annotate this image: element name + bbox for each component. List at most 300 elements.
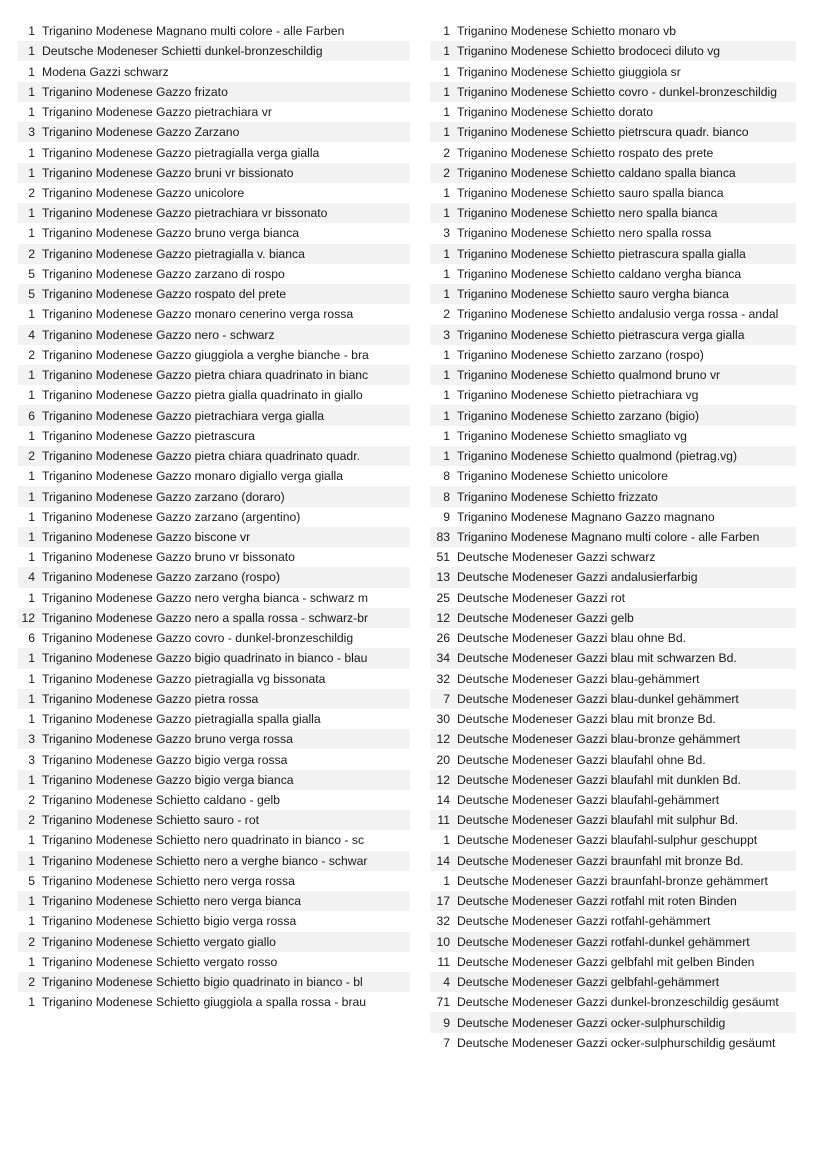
breed-name-cell: Triganino Modenese Schietto pietrscura quadr. bianco [457,125,749,140]
table-row [18,102,410,122]
quantity-cell: 83 [436,529,450,544]
table-row [18,61,410,81]
quantity-cell: 12 [436,610,450,625]
table-row [430,830,796,850]
breed-name-cell: Triganino Modenese Gazzo pietragialla v. bianca [42,246,305,261]
table-row [430,608,796,628]
quantity-cell: 2 [28,347,35,362]
breed-name-cell: Deutsche Modeneser Gazzi ocker-sulphurschildig gesäumt [457,1035,776,1050]
quantity-cell: 2 [28,185,35,200]
table-row [18,325,410,345]
table-row [18,952,410,972]
quantity-cell: 11 [437,954,450,969]
breed-name-cell: Triganino Modenese Schietto caldano vergha bianca [457,266,742,281]
quantity-cell: 8 [443,489,450,504]
breed-name-cell: Triganino Modenese Gazzo frizato [42,84,228,99]
quantity-cell: 1 [28,469,35,484]
breed-name-cell: Triganino Modenese Gazzo zarzano di rospo [42,266,285,281]
quantity-cell: 2 [28,975,35,990]
quantity-cell: 7 [443,691,450,706]
quantity-cell: 14 [436,853,450,868]
quantity-cell: 1 [443,368,450,383]
breed-name-cell: Triganino Modenese Schietto zarzano (rospo) [457,347,704,362]
breed-name-cell: Triganino Modenese Gazzo nero - schwarz [42,327,275,342]
quantity-cell: 4 [443,975,450,990]
quantity-cell: 25 [436,590,450,605]
breed-name-cell: Triganino Modenese Magnano multi colore - alle Farben [42,24,345,39]
table-row [18,21,410,41]
breed-name-cell: Triganino Modenese Schietto rospato des prete [457,145,714,160]
breed-name-cell: Triganino Modenese Schietto nero verga bianca [42,894,302,909]
table-row [430,203,796,223]
table-row [430,992,796,1012]
breed-name-cell: Triganino Modenese Gazzo zarzano (doraro) [42,489,285,504]
breed-name-cell: Triganino Modenese Gazzo giuggiola a verghe bianche - bra [42,347,369,362]
table-row [430,810,796,830]
table-row [18,648,410,668]
quantity-cell: 11 [437,813,450,828]
quantity-cell: 51 [436,550,450,565]
breed-name-cell: Deutsche Modeneser Gazzi gelb [457,610,634,625]
table-row [430,851,796,871]
quantity-cell: 3 [443,327,450,342]
quantity-cell: 5 [28,266,35,281]
table-row [430,61,796,81]
quantity-cell: 4 [28,570,35,585]
quantity-cell: 20 [436,752,450,767]
table-row [18,729,410,749]
breed-name-cell: Triganino Modenese Gazzo biscone vr [42,529,251,544]
quantity-cell: 1 [28,105,35,120]
table-row [430,507,796,527]
table-row [18,486,410,506]
breed-name-cell: Deutsche Modeneser Gazzi blaufahl ohne Bd. [457,752,706,767]
quantity-cell: 12 [436,732,450,747]
breed-name-cell: Triganino Modenese Gazzo pietragialla vg bissonata [42,671,326,686]
table-row [18,122,410,142]
breed-name-cell: Triganino Modenese Gazzo bigio verga rossa [42,752,288,767]
quantity-cell: 2 [443,307,450,322]
breed-name-cell: Deutsche Modeneser Gazzi andalusierfarbig [457,570,698,585]
table-row [18,304,410,324]
right-column [430,21,796,1053]
table-row [430,21,796,41]
quantity-cell: 1 [28,206,35,221]
table-row [18,264,410,284]
breed-name-cell: Triganino Modenese Schietto vergato giallo [42,934,276,949]
quantity-cell: 12 [436,772,450,787]
quantity-cell: 8 [443,469,450,484]
quantity-cell: 2 [443,165,450,180]
breed-name-cell: Triganino Modenese Gazzo pietra gialla quadrinato in giallo [42,388,363,403]
breed-name-cell: Deutsche Modeneser Gazzi gelbfahl-gehämmert [457,975,720,990]
breed-name-cell: Triganino Modenese Schietto bigio quadrinato in bianco - bl [42,975,363,990]
breed-name-cell: Deutsche Modeneser Gazzi blau mit schwarzen Bd. [457,651,737,666]
quantity-cell: 4 [28,327,35,342]
quantity-cell: 1 [28,833,35,848]
table-row [18,365,410,385]
table-row [18,628,410,648]
breed-name-cell: Triganino Modenese Gazzo pietrachiara vr bissonato [42,206,328,221]
quantity-cell: 1 [443,84,450,99]
breed-name-cell: Triganino Modenese Schietto nero verga rossa [42,873,295,888]
quantity-cell: 3 [28,732,35,747]
quantity-cell: 1 [443,125,450,140]
table-row [18,830,410,850]
breed-name-cell: Deutsche Modeneser Gazzi ocker-sulphurschildig [457,1015,726,1030]
quantity-cell: 3 [28,752,35,767]
quantity-cell: 1 [28,84,35,99]
table-row [18,689,410,709]
table-row [430,527,796,547]
breed-name-cell: Triganino Modenese Schietto unicolore [457,469,668,484]
breed-name-cell: Triganino Modenese Schietto covro - dunkel-bronzeschildig [457,84,777,99]
breed-name-cell: Triganino Modenese Schietto monaro vb [457,24,677,39]
table-row [430,122,796,142]
breed-name-cell: Triganino Modenese Schietto andalusio verga rossa - andal [457,307,779,322]
quantity-cell: 13 [436,570,450,585]
quantity-cell: 1 [443,408,450,423]
quantity-cell: 9 [443,509,450,524]
table-row [18,345,410,365]
quantity-cell: 2 [28,793,35,808]
table-row [18,385,410,405]
table-row [18,770,410,790]
quantity-cell: 1 [28,671,35,686]
table-row [430,486,796,506]
table-row [430,648,796,668]
quantity-cell: 1 [28,550,35,565]
breed-name-cell: Triganino Modenese Schietto pietrascura spalla gialla [457,246,746,261]
quantity-cell: 10 [436,934,450,949]
quantity-cell: 1 [28,388,35,403]
quantity-cell: 1 [28,529,35,544]
quantity-cell: 1 [28,428,35,443]
breed-name-cell: Triganino Modenese Gazzo pietragialla verga gialla [42,145,320,160]
breed-name-cell: Triganino Modenese Schietto brodoceci diluto vg [457,44,721,59]
quantity-cell: 1 [443,449,450,464]
breed-name-cell: Deutsche Modeneser Gazzi gelbfahl mit gelben Binden [457,954,755,969]
table-row [18,547,410,567]
table-row [18,41,410,61]
table-row [430,244,796,264]
breed-name-cell: Triganino Modenese Schietto pietrachiara vg [457,388,699,403]
breed-name-cell: Triganino Modenese Gazzo pietrachiara verga gialla [42,408,325,423]
table-row [18,972,410,992]
breed-name-cell: Deutsche Modeneser Gazzi rotfahl-gehämmert [457,914,711,929]
quantity-cell: 3 [28,125,35,140]
breed-name-cell: Deutsche Modeneser Gazzi schwarz [457,550,656,565]
breed-name-cell: Deutsche Modeneser Gazzi blau mit bronze Bd. [457,712,716,727]
quantity-cell: 71 [436,995,450,1010]
table-row [430,264,796,284]
breed-name-cell: Triganino Modenese Gazzo rospato del prete [42,287,287,302]
table-row [18,891,410,911]
table-row [430,426,796,446]
breed-name-cell: Deutsche Modeneser Gazzi blau-dunkel gehämmert [457,691,739,706]
quantity-cell: 26 [436,631,450,646]
table-row [18,446,410,466]
breed-name-cell: Triganino Modenese Gazzo bruni vr bissionato [42,165,294,180]
breed-name-cell: Modena Gazzi schwarz [42,64,169,79]
quantity-cell: 1 [443,388,450,403]
quantity-cell: 1 [28,914,35,929]
table-row [430,567,796,587]
quantity-cell: 34 [436,651,450,666]
table-row [430,911,796,931]
quantity-cell: 1 [28,509,35,524]
quantity-cell: 1 [28,651,35,666]
quantity-cell: 1 [28,954,35,969]
breed-name-cell: Triganino Modenese Gazzo bigio verga bianca [42,772,294,787]
breed-name-cell: Triganino Modenese Schietto sauro - rot [42,813,260,828]
table-row [18,507,410,527]
quantity-cell: 5 [28,873,35,888]
breed-name-cell: Triganino Modenese Schietto bigio verga rossa [42,914,297,929]
table-row [18,709,410,729]
table-row [18,527,410,547]
breed-name-cell: Triganino Modenese Gazzo pietrascura [42,428,255,443]
quantity-cell: 1 [443,44,450,59]
breed-name-cell: Deutsche Modeneser Gazzi braunfahl-bronze gehämmert [457,873,768,888]
table-row [18,466,410,486]
quantity-cell: 3 [443,226,450,241]
breed-name-cell: Triganino Modenese Schietto smagliato vg [457,428,687,443]
table-row [430,689,796,709]
breed-name-cell: Triganino Modenese Gazzo monaro digiallo verga gialla [42,469,344,484]
table-row [430,669,796,689]
table-row [430,588,796,608]
breed-name-cell: Triganino Modenese Schietto dorato [457,105,654,120]
quantity-cell: 1 [28,590,35,605]
quantity-cell: 1 [28,853,35,868]
table-row [18,749,410,769]
breed-name-cell: Triganino Modenese Magnano Gazzo magnano [457,509,715,524]
table-row [430,1012,796,1032]
table-row [430,547,796,567]
table-row [430,446,796,466]
table-row [430,972,796,992]
quantity-cell: 1 [28,691,35,706]
table-row [430,102,796,122]
table-row [18,183,410,203]
breed-name-cell: Triganino Modenese Gazzo nero vergha bianca - schwarz m [42,590,369,605]
table-row [18,588,410,608]
table-row [430,932,796,952]
table-row [18,790,410,810]
breed-name-cell: Deutsche Modeneser Gazzi blaufahl-gehämmert [457,793,720,808]
quantity-cell: 12 [21,610,35,625]
table-row [18,669,410,689]
quantity-cell: 32 [436,671,450,686]
table-row [430,628,796,648]
table-row [430,304,796,324]
quantity-cell: 1 [28,995,35,1010]
quantity-cell: 1 [28,24,35,39]
breed-name-cell: Triganino Modenese Gazzo monaro cenerino verga rossa [42,307,354,322]
breed-name-cell: Triganino Modenese Schietto frizzato [457,489,658,504]
table-row [430,41,796,61]
table-row [18,223,410,243]
quantity-cell: 1 [28,165,35,180]
quantity-cell: 1 [28,64,35,79]
breed-name-cell: Triganino Modenese Schietto qualmond bruno vr [457,368,721,383]
breed-name-cell: Triganino Modenese Schietto caldano spalla bianca [457,165,736,180]
table-row [18,284,410,304]
table-row [18,608,410,628]
quantity-cell: 1 [443,206,450,221]
quantity-cell: 2 [28,246,35,261]
breed-name-cell: Triganino Modenese Gazzo Zarzano [42,125,240,140]
table-row [430,871,796,891]
breed-name-cell: Deutsche Modeneser Gazzi blaufahl mit sulphur Bd. [457,813,739,828]
breed-name-cell: Triganino Modenese Gazzo bruno verga bianca [42,226,299,241]
table-row [18,426,410,446]
quantity-cell: 30 [436,712,450,727]
quantity-cell: 9 [443,1015,450,1030]
table-row [18,932,410,952]
breed-name-cell: Deutsche Modeneser Gazzi braunfahl mit bronze Bd. [457,853,744,868]
breed-name-cell: Triganino Modenese Gazzo pietragialla spalla gialla [42,712,321,727]
breed-name-cell: Deutsche Modeneser Gazzi blaufahl-sulphur geschuppt [457,833,758,848]
quantity-cell: 7 [443,1035,450,1050]
breed-name-cell: Deutsche Modeneser Gazzi rot [457,590,625,605]
breed-name-cell: Triganino Modenese Schietto zarzano (bigio) [457,408,700,423]
table-row [430,325,796,345]
breed-name-cell: Triganino Modenese Schietto vergato rosso [42,954,278,969]
breed-name-cell: Triganino Modenese Gazzo pietra chiara quadrinato quadr. [42,449,360,464]
table-row [18,871,410,891]
quantity-cell: 2 [28,813,35,828]
table-row [430,385,796,405]
quantity-cell: 1 [28,712,35,727]
breed-name-cell: Triganino Modenese Schietto nero a verghe bianco - schwar [42,853,368,868]
table-row [18,911,410,931]
breed-name-cell: Triganino Modenese Gazzo pietrachiara vr [42,105,272,120]
quantity-cell: 1 [443,64,450,79]
breed-name-cell: Triganino Modenese Gazzo bruno verga rossa [42,732,293,747]
table-row [430,466,796,486]
quantity-cell: 1 [28,145,35,160]
table-row [18,203,410,223]
breed-name-cell: Triganino Modenese Schietto nero quadrinato in bianco - sc [42,833,365,848]
breed-name-cell: Triganino Modenese Schietto nero spalla bianca [457,206,718,221]
table-row [430,790,796,810]
breed-name-cell: Deutsche Modeneser Schietti dunkel-bronzeschildig [42,44,323,59]
left-column [18,21,410,1012]
table-row [430,345,796,365]
table-row [430,1033,796,1053]
quantity-cell: 1 [28,489,35,504]
breed-name-cell: Triganino Modenese Gazzo zarzano (rospo) [42,570,281,585]
quantity-cell: 2 [443,145,450,160]
quantity-cell: 1 [28,368,35,383]
breed-name-cell: Deutsche Modeneser Gazzi blau ohne Bd. [457,631,686,646]
breed-name-cell: Triganino Modenese Schietto sauro spalla bianca [457,185,724,200]
breed-name-cell: Deutsche Modeneser Gazzi rotfahl-dunkel gehämmert [457,934,750,949]
quantity-cell: 1 [443,246,450,261]
breed-name-cell: Triganino Modenese Gazzo unicolore [42,185,245,200]
table-row [430,749,796,769]
quantity-cell: 1 [443,105,450,120]
breed-name-cell: Deutsche Modeneser Gazzi rotfahl mit roten Binden [457,894,737,909]
quantity-cell: 1 [28,226,35,241]
table-row [18,810,410,830]
table-row [430,163,796,183]
table-row [18,567,410,587]
breed-name-cell: Triganino Modenese Gazzo nero a spalla rossa - schwarz-br [42,610,369,625]
quantity-cell: 32 [436,914,450,929]
table-row [430,729,796,749]
table-row [430,709,796,729]
breed-name-cell: Triganino Modenese Schietto giuggiola a spalla rossa - brau [42,995,367,1010]
quantity-cell: 1 [28,44,35,59]
quantity-cell: 6 [28,408,35,423]
table-row [430,142,796,162]
breed-name-cell: Deutsche Modeneser Gazzi blau-gehämmert [457,671,700,686]
quantity-cell: 1 [443,347,450,362]
table-row [430,952,796,972]
quantity-cell: 1 [28,307,35,322]
table-row [430,405,796,425]
table-row [18,82,410,102]
quantity-cell: 1 [443,287,450,302]
quantity-cell: 14 [436,793,450,808]
quantity-cell: 5 [28,287,35,302]
quantity-cell: 2 [28,934,35,949]
breed-name-cell: Triganino Modenese Gazzo zarzano (argentino) [42,509,301,524]
breed-name-cell: Triganino Modenese Gazzo bruno vr bissonato [42,550,295,565]
breed-name-cell: Triganino Modenese Magnano multi colore - alle Farben [457,529,760,544]
breed-name-cell: Deutsche Modeneser Gazzi blau-bronze gehämmert [457,732,741,747]
table-row [430,223,796,243]
table-row [18,163,410,183]
table-row [18,851,410,871]
quantity-cell: 2 [28,449,35,464]
quantity-cell: 1 [443,24,450,39]
table-row [18,405,410,425]
breed-name-cell: Triganino Modenese Schietto sauro vergha bianca [457,287,729,302]
breed-name-cell: Triganino Modenese Schietto giuggiola sr [457,64,681,79]
table-row [18,142,410,162]
breed-name-cell: Triganino Modenese Schietto nero spalla rossa [457,226,712,241]
table-row [430,284,796,304]
breed-name-cell: Deutsche Modeneser Gazzi dunkel-bronzeschildig gesäumt [457,995,779,1010]
breed-name-cell: Triganino Modenese Schietto pietrascura verga gialla [457,327,745,342]
breed-name-cell: Triganino Modenese Schietto caldano - gelb [42,793,281,808]
quantity-cell: 1 [28,894,35,909]
quantity-cell: 6 [28,631,35,646]
table-row [18,244,410,264]
breed-name-cell: Triganino Modenese Gazzo pietra chiara quadrinato in bianc [42,368,369,383]
quantity-cell: 1 [443,185,450,200]
table-row [430,82,796,102]
breed-name-cell: Triganino Modenese Schietto qualmond (pietrag.vg) [457,449,738,464]
table-row [18,992,410,1012]
breed-name-cell: Deutsche Modeneser Gazzi blaufahl mit dunklen Bd. [457,772,741,787]
table-row [430,891,796,911]
quantity-cell: 1 [443,266,450,281]
table-row [430,770,796,790]
table-row [430,183,796,203]
quantity-cell: 17 [436,894,450,909]
breed-name-cell: Triganino Modenese Gazzo covro - dunkel-bronzeschildig [42,631,354,646]
breed-name-cell: Triganino Modenese Gazzo bigio quadrinato in bianco - blau [42,651,368,666]
table-row [430,365,796,385]
quantity-cell: 1 [443,428,450,443]
quantity-cell: 1 [443,833,450,848]
breed-name-cell: Triganino Modenese Gazzo pietra rossa [42,691,259,706]
